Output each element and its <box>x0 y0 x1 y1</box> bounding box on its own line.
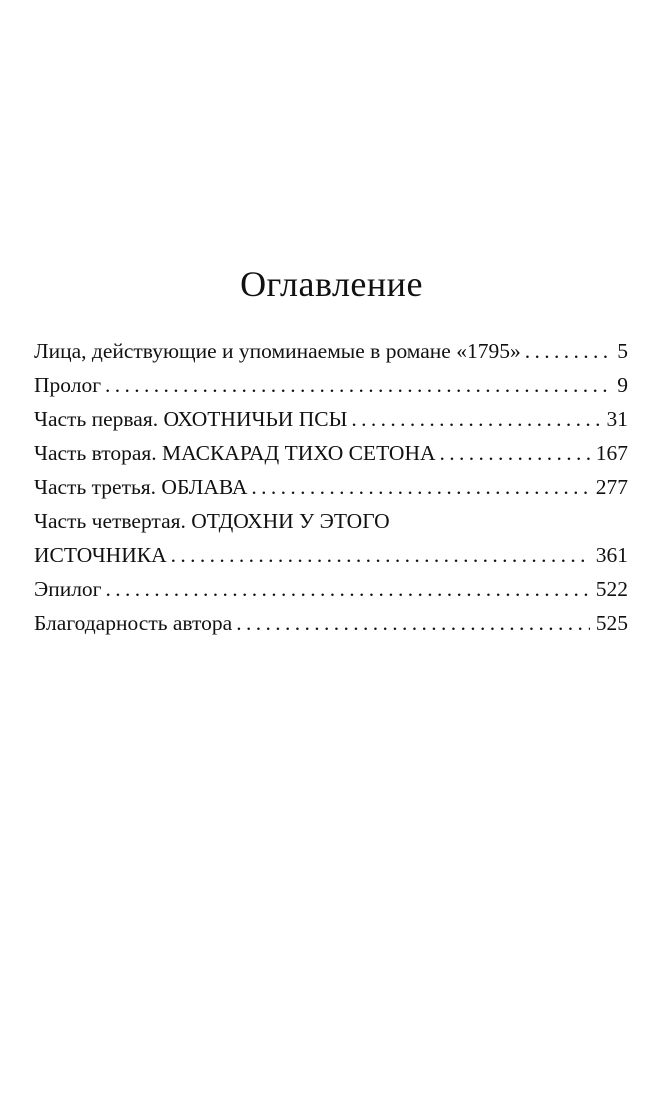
dot-leader <box>236 606 590 640</box>
toc-entry-page: 277 <box>595 475 628 499</box>
toc-entry[interactable] <box>34 606 628 640</box>
dot-leader <box>440 436 590 470</box>
dot-leader <box>105 368 611 402</box>
toc-entry-title: Часть третья. ОБЛАВА <box>34 475 248 499</box>
toc-entry-title: ИСТОЧНИКА <box>34 543 167 567</box>
dot-leader <box>106 572 590 606</box>
dot-leader <box>351 402 600 436</box>
page-title: Оглавление <box>240 264 423 304</box>
toc-entry-page: 361 <box>595 543 628 567</box>
toc-entry-page: 525 <box>595 611 628 635</box>
toc-entry-page: 5 <box>617 339 628 363</box>
toc-entry-title: Эпилог <box>34 577 102 601</box>
toc-entry-title: Лица, действующие и упоминаемые в романе «1795» <box>34 339 521 363</box>
toc-entry[interactable] <box>34 368 628 402</box>
toc-entry[interactable] <box>34 572 628 606</box>
toc-entry-page: 31 <box>606 407 628 431</box>
toc-entry[interactable] <box>34 470 628 504</box>
toc-entry-title: Часть первая. ОХОТНИЧЬИ ПСЫ <box>34 407 348 431</box>
toc-entry[interactable] <box>34 436 628 470</box>
toc-entry-multiline[interactable] <box>34 504 628 572</box>
dot-leader <box>525 334 612 368</box>
toc-entry-title-line1: Часть четвертая. ОТДОХНИ У ЭТОГО <box>34 509 390 533</box>
toc-entry-title: Благодарность автора <box>34 611 233 635</box>
toc-entry-title: Пролог <box>34 373 102 397</box>
toc-entry-page: 522 <box>595 577 628 601</box>
toc-entry-title: Часть вторая. МАСКАРАД ТИХО СЕТОНА <box>34 441 436 465</box>
toc-entry-page: 167 <box>595 441 628 465</box>
table-of-contents <box>34 334 628 640</box>
toc-entry-page: 9 <box>617 373 628 397</box>
toc-entry[interactable] <box>34 402 628 436</box>
dot-leader <box>251 470 589 504</box>
toc-entry[interactable] <box>34 334 628 368</box>
dot-leader <box>171 538 590 572</box>
